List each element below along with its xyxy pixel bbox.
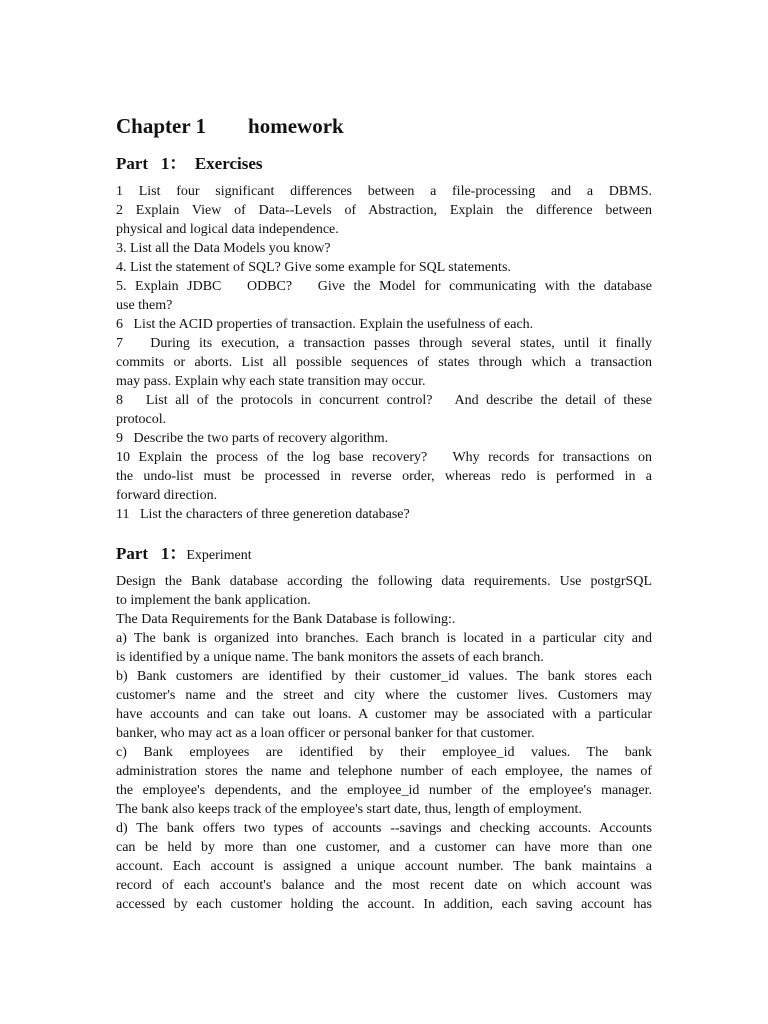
experiment-text — [116, 572, 652, 914]
experiment-line: account. Each account is assigned a unique account number. The bank maintains a — [116, 859, 652, 874]
experiment-line: c) Bank employees are identified by their employee_id values. The bank — [116, 745, 652, 760]
experiment-line: a) The bank is organized into branches. Each branch is located in a particular city and — [116, 631, 652, 646]
exercise-line: 5. Explain JDBC ODBC? Give the Model for communicating with the database — [116, 279, 652, 294]
exercise-line: forward direction. — [116, 488, 218, 503]
exercise-line: 2 Explain View of Data--Levels of Abstraction, Explain the difference between — [116, 203, 652, 218]
chapter-title: Chapter 1 homework — [116, 114, 344, 138]
experiment-line: record of each account's balance and the most recent date on which account was — [116, 878, 652, 893]
experiment-line: the employee's dependents, and the employee_id number of the employee's manager. — [116, 783, 652, 798]
experiment-line: can be held by more than one customer, and a customer can have more than one — [116, 840, 652, 855]
exercise-line: 9 Describe the two parts of recovery algorithm. — [116, 431, 389, 446]
part2-heading-sub: Experiment — [186, 548, 252, 563]
exercise-line: 7 During its execution, a transaction passes through several states, until it finally — [116, 336, 652, 351]
exercise-line: 4. List the statement of SQL? Give some example for SQL statements. — [116, 260, 511, 275]
experiment-line: administration stores the name and telephone number of each employee, the names of — [116, 764, 652, 779]
exercise-line: 10 Explain the process of the log base recovery? Why records for transactions on — [116, 450, 652, 465]
exercise-line: commits or aborts. List all possible sequences of states through which a transaction — [116, 355, 652, 370]
experiment-line: Design the Bank database according the following data requirements. Use postgrSQL — [116, 574, 652, 589]
experiment-line: customer's name and the street and city where the customer lives. Customers may — [116, 688, 652, 703]
exercise-line: 8 List all of the protocols in concurrent control? And describe the detail of these — [116, 393, 652, 408]
exercise-line: 11 List the characters of three generetion database? — [116, 507, 410, 522]
part2-heading — [116, 542, 652, 566]
exercise-line: the undo-list must be processed in reverse order, whereas redo is performed in a — [116, 469, 652, 484]
experiment-line: The bank also keeps track of the employee's start date, thus, length of employment. — [116, 802, 582, 817]
exercise-line: physical and logical data independence. — [116, 222, 339, 237]
exercise-line: use them? — [116, 298, 173, 313]
exercise-line: 1 List four significant differences between a file-processing and a DBMS. — [116, 184, 652, 199]
exercise-line: may pass. Explain why each state transition may occur. — [116, 374, 426, 389]
part2-heading-main: Part 1： — [116, 544, 187, 563]
exercise-line: protocol. — [116, 412, 167, 427]
experiment-line: banker, who may act as a loan officer or personal banker for that customer. — [116, 726, 535, 741]
exercise-list — [116, 182, 652, 524]
experiment-line: d) The bank offers two types of accounts --savings and checking accounts. Accounts — [116, 821, 652, 836]
experiment-line: have accounts and can take out loans. A customer may be associated with a particular — [116, 707, 652, 722]
exercise-line: 6 List the ACID properties of transaction. Explain the usefulness of each. — [116, 317, 534, 332]
exercise-line: 3. List all the Data Models you know? — [116, 241, 331, 256]
experiment-line: b) Bank customers are identified by their customer_id values. The bank stores each — [116, 669, 652, 684]
experiment-line: is identified by a unique name. The bank monitors the assets of each branch. — [116, 650, 544, 665]
experiment-line: to implement the bank application. — [116, 593, 311, 608]
part1-heading: Part 1： Exercises — [116, 154, 263, 173]
experiment-line: The Data Requirements for the Bank Database is following:. — [116, 612, 456, 627]
document-page — [116, 112, 652, 914]
experiment-line: accessed by each customer holding the account. In addition, each saving account has — [116, 897, 652, 912]
